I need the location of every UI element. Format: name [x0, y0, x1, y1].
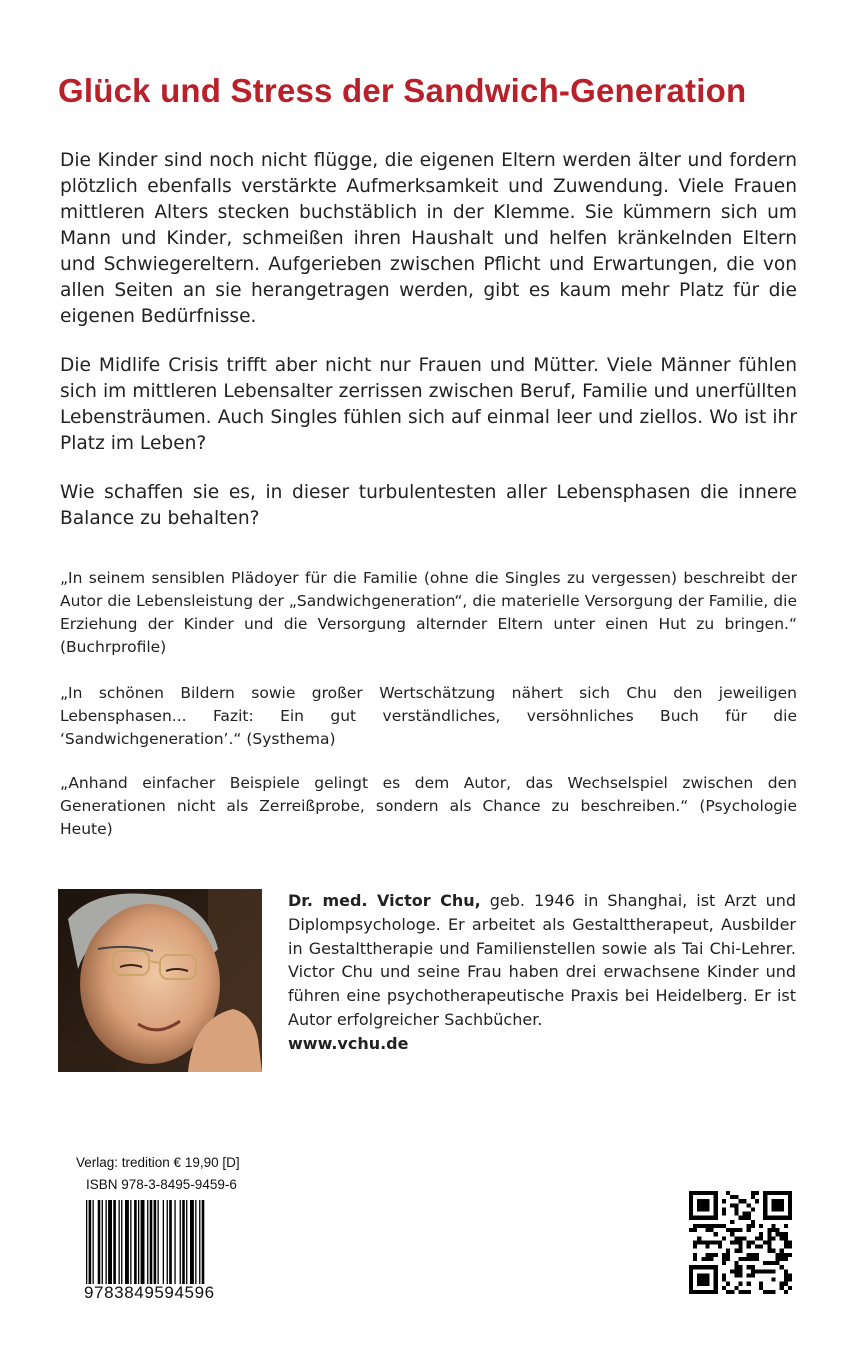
qr-module: [751, 1269, 755, 1273]
qr-module: [767, 1232, 771, 1236]
qr-finder: [697, 1273, 709, 1285]
qr-finder: [697, 1199, 709, 1211]
qr-module: [759, 1282, 763, 1286]
qr-module: [755, 1245, 759, 1249]
barcode-bar: [102, 1200, 103, 1284]
qr-module: [734, 1269, 738, 1273]
qr-module: [771, 1228, 775, 1232]
qr-module: [743, 1236, 747, 1240]
qr-module: [738, 1199, 742, 1203]
qr-module: [730, 1195, 734, 1199]
qr-module: [784, 1282, 788, 1286]
qr-finder: [689, 1191, 693, 1220]
qr-module: [751, 1224, 755, 1228]
qr-module: [767, 1228, 771, 1232]
qr-module: [734, 1286, 738, 1290]
qr-module: [726, 1253, 730, 1257]
qr-module: [730, 1203, 734, 1207]
qr-module: [751, 1191, 755, 1195]
qr-module: [755, 1257, 759, 1261]
qr-module: [705, 1245, 709, 1249]
qr-module: [710, 1257, 714, 1261]
barcode-bar: [98, 1200, 101, 1284]
qr-module: [763, 1261, 767, 1265]
qr-module: [784, 1232, 788, 1236]
qr-module: [759, 1236, 763, 1240]
review-quote-3: „Anhand einfacher Beispiele gelingt es dem Autor, das Wechselspiel zwischen den Generationen nicht als Zerreißprobe, sondern als Chance zu beschreiben.“ (Psychologie Heute): [60, 774, 797, 838]
qr-module: [747, 1257, 751, 1261]
blurb-paragraph-2: Die Midlife Crisis trifft aber nicht nur Frauen und Mütter. Viele Männer fühlen sich im mittleren Lebensalter zerrissen zwischen Beruf, Familie und unerfüllten Lebensträumen. Auch Singles fühlen sich auf einmal leer und ziellos. Wo ist ihr Platz im Leben?: [60, 355, 797, 454]
qr-finder: [714, 1265, 718, 1294]
qr-module: [693, 1240, 697, 1244]
qr-module: [730, 1269, 734, 1273]
barcode-block: [76, 1150, 256, 1315]
author-name: Dr. med. Victor Chu,: [288, 891, 481, 910]
qr-module: [714, 1253, 718, 1257]
qr-module: [701, 1240, 705, 1244]
qr-module: [747, 1265, 751, 1269]
qr-module: [743, 1257, 747, 1261]
qr-module: [722, 1212, 726, 1216]
qr-module: [738, 1282, 742, 1286]
qr-module: [763, 1290, 767, 1294]
qr-module: [784, 1273, 788, 1277]
barcode-bar: [182, 1200, 185, 1284]
qr-module: [747, 1282, 751, 1286]
barcode-bar: [163, 1200, 164, 1284]
barcode-bar: [89, 1200, 92, 1284]
qr-module: [693, 1228, 697, 1232]
qr-finder: [689, 1265, 718, 1269]
qr-module: [697, 1236, 701, 1240]
qr-module: [734, 1249, 738, 1253]
qr-module: [693, 1245, 697, 1249]
qr-module: [734, 1273, 738, 1277]
qr-module: [759, 1269, 763, 1273]
qr-module: [759, 1245, 763, 1249]
barcode-bar: [113, 1200, 116, 1284]
qr-module: [693, 1257, 697, 1261]
qr-module: [722, 1224, 726, 1228]
qr-module: [751, 1257, 755, 1261]
qr-module: [776, 1228, 780, 1232]
qr-module: [697, 1240, 701, 1244]
qr-module: [784, 1257, 788, 1261]
qr-module: [722, 1261, 726, 1265]
qr-module: [738, 1273, 742, 1277]
qr-module: [734, 1195, 738, 1199]
qr-module: [734, 1212, 738, 1216]
barcode-bar: [130, 1200, 131, 1284]
qr-module: [767, 1236, 771, 1240]
qr-module: [767, 1245, 771, 1249]
qr-module: [730, 1232, 734, 1236]
barcode-bar: [106, 1200, 107, 1284]
qr-module: [738, 1245, 742, 1249]
qr-module: [693, 1253, 697, 1257]
qr-module: [738, 1228, 742, 1232]
qr-module: [701, 1257, 705, 1261]
barcode-bar: [199, 1200, 200, 1284]
qr-module: [714, 1240, 718, 1244]
qr-module: [689, 1228, 693, 1232]
barcode-bar: [119, 1200, 120, 1284]
qr-module: [767, 1269, 771, 1273]
qr-module: [747, 1203, 751, 1207]
qr-module: [784, 1240, 788, 1244]
qr-module: [751, 1240, 755, 1244]
qr-finder: [763, 1191, 767, 1220]
qr-finder: [689, 1216, 718, 1220]
qr-module: [738, 1257, 742, 1261]
qr-module: [693, 1224, 697, 1228]
qr-module: [747, 1273, 751, 1277]
qr-module: [705, 1224, 709, 1228]
qr-module: [755, 1269, 759, 1273]
qr-module: [751, 1273, 755, 1277]
qr-module: [730, 1228, 734, 1232]
qr-code: [689, 1191, 792, 1294]
qr-finder: [763, 1216, 792, 1220]
qr-module: [747, 1240, 751, 1244]
qr-module: [714, 1232, 718, 1236]
qr-module: [710, 1228, 714, 1232]
qr-module: [755, 1253, 759, 1257]
qr-module: [710, 1224, 714, 1228]
qr-module: [780, 1249, 784, 1253]
qr-module: [751, 1265, 755, 1269]
qr-module: [718, 1245, 722, 1249]
qr-module: [788, 1286, 792, 1290]
qr-module: [734, 1207, 738, 1211]
qr-module: [738, 1290, 742, 1294]
qr-module: [722, 1278, 726, 1282]
qr-module: [771, 1249, 775, 1253]
author-bio-text: geb. 1946 in Shanghai, ist Arzt und Diplompsychologe. Er arbeitet als Gestalttherapeut, Ausbilder in Gestalttherapie und Familienstellen sowie als Tai Chi-Lehrer. Victor Chu und seine Frau haben drei erwachsene Kinder und führen eine psychotherapeutische Praxis bei Heidelberg. Er ist Autor erfolgreicher Sachbücher.: [288, 891, 797, 1029]
qr-module: [726, 1191, 730, 1195]
qr-module: [734, 1240, 738, 1244]
qr-module: [726, 1257, 730, 1261]
barcode-bar: [93, 1200, 94, 1284]
qr-module: [747, 1245, 751, 1249]
barcode-bar: [190, 1200, 194, 1284]
qr-module: [722, 1257, 726, 1261]
qr-module: [734, 1265, 738, 1269]
qr-module: [747, 1290, 751, 1294]
qr-module: [722, 1253, 726, 1257]
review-quote-2: „In schönen Bildern sowie großer Wertschätzung nähert sich Chu den jeweiligen Lebensphasen... Fazit: Ein gut verständliches, versöhnliches Buch für die ‘Sandwichgeneration’.“ (Systhema): [60, 684, 797, 748]
qr-module: [722, 1286, 726, 1290]
qr-module: [751, 1207, 755, 1211]
qr-module: [755, 1199, 759, 1203]
qr-module: [771, 1278, 775, 1282]
qr-module: [730, 1240, 734, 1244]
qr-module: [738, 1236, 742, 1240]
barcode-bar: [150, 1200, 153, 1284]
qr-module: [751, 1220, 755, 1224]
qr-module: [784, 1224, 788, 1228]
qr-module: [747, 1228, 751, 1232]
barcode-bar: [86, 1200, 87, 1284]
qr-module: [710, 1240, 714, 1244]
qr-module: [771, 1269, 775, 1273]
qr-module: [771, 1290, 775, 1294]
qr-module: [747, 1216, 751, 1220]
barcode-bar: [180, 1200, 181, 1284]
qr-module: [771, 1236, 775, 1240]
qr-module: [705, 1240, 709, 1244]
qr-module: [784, 1236, 788, 1240]
qr-module: [788, 1240, 792, 1244]
qr-module: [751, 1253, 755, 1257]
qr-module: [788, 1245, 792, 1249]
qr-module: [780, 1257, 784, 1261]
qr-module: [767, 1249, 771, 1253]
barcode-bar: [154, 1200, 157, 1284]
qr-module: [755, 1236, 759, 1240]
qr-module: [784, 1245, 788, 1249]
qr-module: [788, 1278, 792, 1282]
barcode-bar: [147, 1200, 148, 1284]
qr-module: [722, 1273, 726, 1277]
qr-module: [701, 1224, 705, 1228]
qr-module: [722, 1199, 726, 1203]
qr-finder: [788, 1191, 792, 1220]
qr-module: [759, 1232, 763, 1236]
qr-module: [784, 1253, 788, 1257]
qr-module: [767, 1261, 771, 1265]
author-bio: [288, 889, 796, 1056]
qr-module: [784, 1290, 788, 1294]
barcode-bar: [138, 1200, 139, 1284]
qr-module: [718, 1224, 722, 1228]
qr-module: [726, 1290, 730, 1294]
qr-module: [730, 1220, 734, 1224]
qr-module: [747, 1212, 751, 1216]
barcode-bar: [202, 1200, 205, 1284]
qr-module: [771, 1224, 775, 1228]
qr-module: [734, 1203, 738, 1207]
publisher-price: Verlag: tredition € 19,90 [D]: [76, 1155, 240, 1170]
qr-module: [734, 1236, 738, 1240]
review-quote-1: „In seinem sensiblen Plädoyer für die Familie (ohne die Singles zu vergessen) beschreibt der Autor die Lebensleistung der „Sandwichgeneration“, die materielle Versorgung der Familie, die Erziehung der Kinder und die Versorgung alternder Eltern unter einen Hut zu bringen.“ (Buchrprofile): [60, 569, 797, 656]
qr-module: [759, 1224, 763, 1228]
qr-module: [776, 1261, 780, 1265]
blurb-paragraph-1: Die Kinder sind noch nicht flügge, die eigenen Eltern werden älter und fordern plötzlich ebenfalls verstärkte Aufmerksamkeit und Zuwendung. Viele Frauen mittleren Alters stecken buchstäblich in der Klemme. Sie kümmern sich um Mann und Kinder, schmeißen ihren Haushalt und helfen kränkelnden Eltern und Schwiegereltern. Aufgerieben zwischen Pflicht und Erwartungen, die von allen Seiten an sie herangetragen werden, gibt es kaum mehr Platz für die eigenen Bedürfnisse.: [60, 150, 797, 327]
qr-module: [784, 1278, 788, 1282]
qr-finder: [714, 1191, 718, 1220]
qr-finder: [689, 1265, 693, 1294]
qr-module: [747, 1224, 751, 1228]
qr-module: [722, 1236, 726, 1240]
qr-module: [755, 1191, 759, 1195]
qr-module: [734, 1261, 738, 1265]
qr-module: [697, 1224, 701, 1228]
qr-module: [780, 1282, 784, 1286]
barcode-bar: [134, 1200, 137, 1284]
qr-module: [738, 1216, 742, 1220]
qr-module: [705, 1257, 709, 1261]
qr-module: [788, 1253, 792, 1257]
isbn-label: ISBN 978-3-8495-9459-6: [86, 1177, 237, 1192]
qr-module: [780, 1253, 784, 1257]
barcode-bar: [108, 1200, 112, 1284]
barcode-bar: [195, 1200, 196, 1284]
qr-module: [738, 1249, 742, 1253]
qr-module: [751, 1195, 755, 1199]
barcode-bar: [125, 1200, 129, 1284]
qr-finder: [689, 1191, 718, 1195]
barcode-bar: [141, 1200, 145, 1284]
qr-module: [705, 1253, 709, 1257]
qr-module: [738, 1269, 742, 1273]
qr-module: [767, 1290, 771, 1294]
qr-module: [743, 1199, 747, 1203]
qr-module: [718, 1240, 722, 1244]
qr-module: [722, 1207, 726, 1211]
ean-number: 9783849594596: [84, 1283, 215, 1302]
qr-finder: [763, 1191, 792, 1195]
barcode-bar: [174, 1200, 175, 1284]
qr-module: [705, 1228, 709, 1232]
author-photo: [58, 889, 262, 1072]
author-website-link[interactable]: www.vchu.de: [288, 1033, 409, 1053]
qr-module: [776, 1253, 780, 1257]
qr-module: [726, 1282, 730, 1286]
qr-module: [771, 1261, 775, 1265]
qr-module: [730, 1290, 734, 1294]
qr-module: [738, 1240, 742, 1244]
qr-module: [738, 1265, 742, 1269]
qr-finder: [771, 1199, 783, 1211]
qr-module: [743, 1290, 747, 1294]
barcode-bar: [121, 1200, 122, 1284]
qr-module: [734, 1228, 738, 1232]
qr-module: [759, 1286, 763, 1290]
qr-module: [710, 1253, 714, 1257]
qr-module: [743, 1212, 747, 1216]
qr-module: [780, 1232, 784, 1236]
barcode-bar: [158, 1200, 159, 1284]
qr-module: [780, 1236, 784, 1240]
book-title: Glück und Stress der Sandwich-Generation: [58, 72, 747, 109]
qr-module: [747, 1253, 751, 1257]
qr-module: [784, 1269, 788, 1273]
qr-module: [714, 1224, 718, 1228]
qr-module: [763, 1269, 767, 1273]
qr-module: [788, 1273, 792, 1277]
qr-module: [726, 1228, 730, 1232]
barcode-bar: [186, 1200, 187, 1284]
qr-module: [780, 1265, 784, 1269]
qr-module: [780, 1286, 784, 1290]
blurb-paragraph-3: Wie schaffen sie es, in dieser turbulentesten aller Lebensphasen die innere Balance zu behalten?: [60, 482, 797, 529]
barcode-graphic: [86, 1200, 246, 1284]
qr-module: [776, 1232, 780, 1236]
barcode-bar: [167, 1200, 168, 1284]
qr-module: [767, 1240, 771, 1244]
qr-module: [763, 1240, 767, 1244]
qr-module: [726, 1249, 730, 1253]
qr-module: [743, 1216, 747, 1220]
qr-finder: [689, 1290, 718, 1294]
author-portrait-illustration: [58, 889, 262, 1072]
qr-module: [776, 1257, 780, 1261]
barcode-bar: [169, 1200, 172, 1284]
